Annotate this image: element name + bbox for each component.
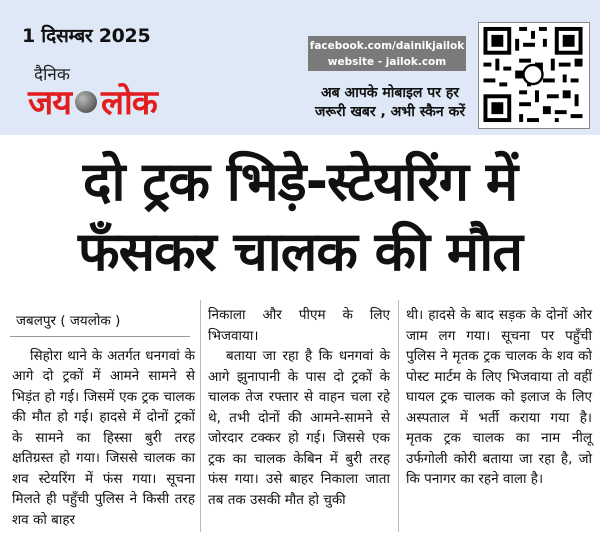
column-1-text: सिहोरा थाने के अतर्गत धनगवां के आगे दो ट्रकों में आमने सामने से भिड़ंत हो गई। जिसमें एक ट्रक चालक की मौत हो गई। हादसे में दोनों ट्रकों के सामने का हिस्सा बुरी तरह क्षतिग्रस्त हो गया। जिससे चालक का शव स्टेयरिंग में फंस गया। सूचना मिलते ही पहुँची पुलिस ने किसी तरह शव को बाहर xyxy=(12,347,195,528)
logo-part2: लोक xyxy=(100,83,157,123)
article-column-3 xyxy=(406,305,592,490)
article-column-2 xyxy=(208,305,390,510)
headline-line1: दो ट्रक भिड़े-स्टेयरिंग में xyxy=(82,150,518,213)
article-column-1 xyxy=(12,305,195,530)
column-divider xyxy=(398,300,399,532)
issue-date: 1 दिसम्बर 2025 xyxy=(22,25,151,47)
headline-line2: फँसकर चालक की मौत xyxy=(78,220,522,283)
tagline-line1: अब आपके मोबाइल पर हर xyxy=(320,85,460,101)
column-2-text-b: बताया जा रहा है कि धनगवां के आगे झुनापानी के पास दो ट्रकों के चालक तेज रफ्तार से वाहन चला रहे थे, तभी दोनों की आमने-सामने से जोरदार टक्कर हो गई। जिससे एक ट्रक का चालक केबिन में बुरी तरह फंस गया। उसे बाहर निकाला जाता तब तक उसकी मौत हो चुकी xyxy=(208,348,390,508)
column-divider xyxy=(200,300,201,532)
scan-tagline xyxy=(295,84,485,122)
article-headline xyxy=(0,148,600,288)
newspaper-logo xyxy=(28,84,157,122)
column-2-text-a: निकाला और पीएम के लिए भिजवाया। xyxy=(208,307,390,344)
website-link[interactable]: website - jailok.com xyxy=(327,56,447,68)
paper-prefix: दैनिक xyxy=(34,65,70,85)
facebook-link[interactable]: facebook.com/dainikjailok xyxy=(309,40,465,52)
social-links-box xyxy=(308,36,466,71)
tagline-line2: जरूरी खबर , अभी स्कैन करें xyxy=(314,104,466,120)
globe-icon xyxy=(75,91,97,113)
column-3-text: थी। हादसे के बाद सड़क के दोनों ओर जाम लग गया। सूचना पर पहुँची पुलिस ने मृतक ट्रक चालक के शव को पोस्ट मार्टम के लिए भिजवाया तो वहीं घायल ट्रक चालक को इलाज के लिए अस्पताल में भर्ती कराया गया है। मृतक ट्रक चालक का नाम नीलू उर्फगोली कोरी बताया जा रहा है, जो कि पनागर का रहने वाला है। xyxy=(406,307,592,487)
qr-code-icon[interactable] xyxy=(478,22,590,129)
masthead xyxy=(0,0,600,135)
dateline: जबलपुर ( जयलोक ) xyxy=(16,313,121,329)
dateline-divider xyxy=(10,336,190,337)
logo-part1: जय xyxy=(28,83,71,123)
